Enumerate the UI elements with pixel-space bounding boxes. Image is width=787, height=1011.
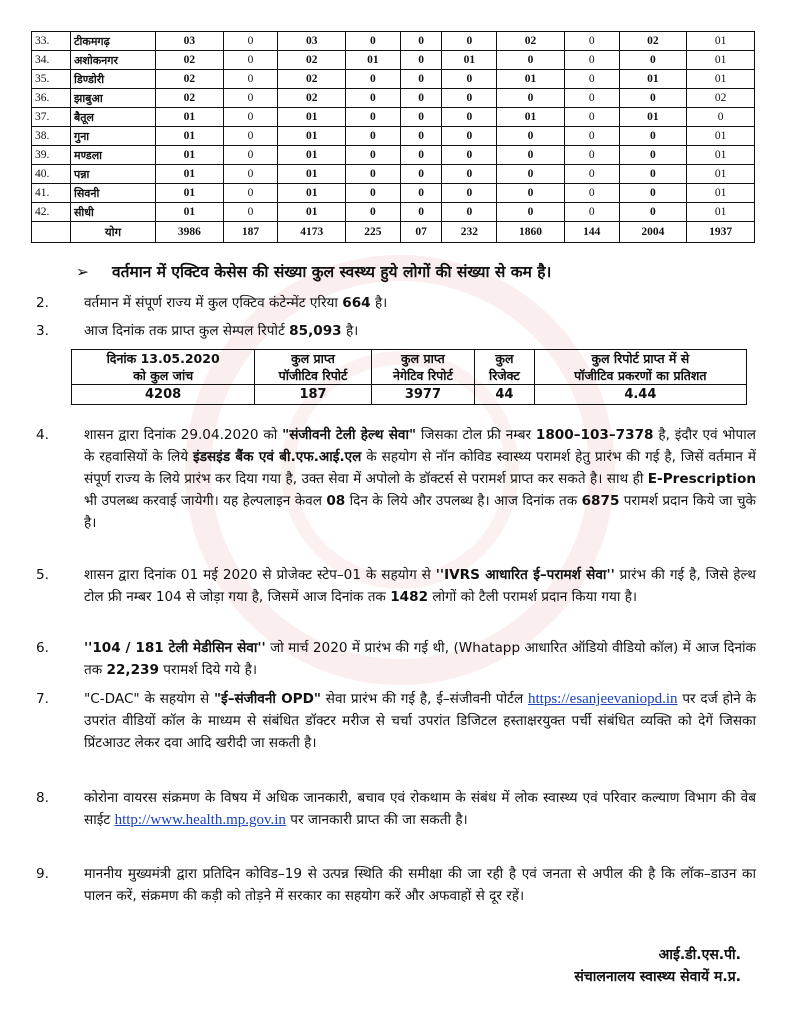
text-part: शासन द्वारा दिनांक 29.04.2020 को [84,427,283,443]
positive-percent-value: 4.44 [534,385,746,405]
cell-value: 0 [223,32,278,51]
cell-value: 0 [619,127,687,146]
empty-cell [32,222,71,243]
item-9 [36,863,756,907]
cell-value: 0 [442,127,497,146]
cell-value: 0 [400,32,442,51]
cell-value: 01 [156,184,224,203]
item-number: 6. [36,640,49,656]
cell-value: 0 [564,70,619,89]
rejected-value: 44 [475,385,535,405]
cell-value: 0 [564,203,619,222]
service-name: "ई–संजीवनी OPD" [213,691,321,707]
test-header-cell [72,350,255,385]
cell-value: 0 [442,146,497,165]
text-part: परामर्श दिये गये है। [158,662,257,678]
total-label: योग [71,222,156,243]
cell-value: 0 [619,146,687,165]
cell-value: 0 [400,203,442,222]
district-row [32,108,755,127]
test-header-cell [534,350,746,385]
cell-value: 0 [346,32,401,51]
total-row [32,222,755,243]
district-name: मण्डला [71,146,156,165]
total-value: 2004 [619,222,687,243]
signature-line-1: आई.डी.एस.पी. [658,947,741,963]
signature-line-2: संचालनालय स्वास्थ्य सेवायें म.प्र. [574,969,741,985]
text-part: पर दर्ज होने के उपरांत वीडियों कॉल के माध्यम से संबंधित डॉक्टर मरीज से चर्चा उपरांत डिजिटल हस्ताक्षरयुक्त पर्ची संबंधित व्यक्ति को देगें जिसका प्रिंटआउट लेकर दवा आदि खरीदी जा सकती है। [84,691,757,751]
cell-value: 01 [497,70,565,89]
header-line: पॉजीटिव प्रकरणों का प्रतिशत [574,368,707,383]
total-value: 144 [564,222,619,243]
test-header-cell [475,350,535,385]
cell-value: 0 [346,70,401,89]
header-line: कुल प्राप्त [401,351,445,366]
item-number: 8. [36,790,49,806]
cell-value: 03 [278,32,346,51]
item-7 [36,688,756,754]
district-name: बैतूल [71,108,156,127]
cell-value: 0 [346,108,401,127]
cell-value: 0 [442,184,497,203]
cell-value: 01 [687,203,755,222]
consultation-count: 6875 [581,493,620,509]
text-part: भी उपलब्ध करवाई जायेगी। यह हेल्पलाइन केवल [84,493,327,509]
item-2 [36,292,756,314]
item-number: 3. [36,323,49,339]
cell-value: 0 [400,70,442,89]
service-name: ''104 / 181 टेली मेडीसिन सेवा'' [84,640,266,656]
cell-value: 0 [223,146,278,165]
text-part: है, इंदौर एवं भोपाल के रहवासियों के लिये [84,427,756,465]
cell-value: 01 [278,127,346,146]
cell-value: 0 [223,51,278,70]
cell-value: 02 [278,70,346,89]
header-line: कुल [495,351,514,366]
total-value: 4173 [278,222,346,243]
row-number: 35. [32,70,71,89]
header-line: कुल प्राप्त [291,351,335,366]
row-number: 41. [32,184,71,203]
district-table-body [32,32,755,243]
cell-value: 0 [619,165,687,184]
cell-value: 0 [346,184,401,203]
text-part: शासन द्वारा दिनांक 01 मई 2020 से प्रोजेक्ट स्टेप–01 के सहयोग से [84,567,436,583]
district-name: पन्ना [71,165,156,184]
item-text [84,424,756,534]
cell-value: 0 [400,127,442,146]
cell-value: 0 [497,203,565,222]
item-8 [36,787,756,831]
text-part: प्रारंभ की गई है, जिसे हेल्थ टोल फ्री नम्बर 104 से जोड़ा गया है, जिसमें आज दिनांक तक [84,567,756,605]
total-value: 1860 [497,222,565,243]
cell-value: 0 [564,32,619,51]
cell-value: 01 [278,146,346,165]
cell-value: 0 [400,89,442,108]
cell-value: 0 [400,165,442,184]
item-number: 2. [36,295,49,311]
district-row [32,184,755,203]
district-row [32,32,755,51]
cell-value: 0 [346,203,401,222]
total-value: 187 [223,222,278,243]
negative-value: 3977 [371,385,474,405]
item-5 [36,564,756,608]
cell-value: 0 [619,89,687,108]
cell-value: 01 [278,108,346,127]
cell-value: 01 [497,108,565,127]
district-name: अशोकनगर [71,51,156,70]
item-3 [36,320,756,342]
district-row [32,165,755,184]
cell-value: 01 [687,51,755,70]
cell-value: 02 [278,51,346,70]
header-line: पॉजीटिव रिपोर्ट [278,368,348,383]
total-value: 232 [442,222,497,243]
cell-value: 01 [687,146,755,165]
test-table-value-row [72,385,747,405]
cell-value: 02 [156,89,224,108]
cell-value: 0 [497,184,565,203]
cell-value: 01 [619,108,687,127]
text-part: है। [370,295,388,311]
item-number: 5. [36,567,49,583]
item-text [84,688,756,754]
e-prescription: E-Prescription [647,471,756,487]
cell-value: 0 [223,70,278,89]
district-table [31,31,755,243]
row-number: 38. [32,127,71,146]
test-header-cell [255,350,372,385]
district-name: गुना [71,127,156,146]
sample-report-count: 85,093 [289,323,342,339]
note-text: वर्तमान में एक्टिव केसेस की संख्या कुल स्वस्थ्य हुये लोगों की संख्या से कम है। [112,263,552,281]
cell-value: 0 [619,184,687,203]
service-name: "संजीवनी टेली हेल्थ सेवा" [282,427,417,443]
district-name: डिण्डोरी [71,70,156,89]
row-number: 40. [32,165,71,184]
cell-value: 0 [346,127,401,146]
partner-names: इंडसइंड बैंक एवं बी.एफ.आई.एल [193,449,362,465]
cell-value: 01 [442,51,497,70]
cell-value: 0 [497,51,565,70]
item-text [84,292,756,314]
cell-value: 0 [400,51,442,70]
text-part: वर्तमान में संपूर्ण राज्य में कुल एक्टिव कंटेन्मेंट एरिया [84,295,343,311]
cell-value: 01 [687,70,755,89]
row-number: 42. [32,203,71,222]
cell-value: 01 [346,51,401,70]
cell-value: 0 [442,70,497,89]
header-line: रिजेक्ट [489,368,520,383]
total-value: 3986 [156,222,224,243]
district-name: सीधी [71,203,156,222]
cell-value: 0 [223,89,278,108]
cell-value: 0 [619,203,687,222]
total-value: 1937 [687,222,755,243]
cell-value: 0 [400,146,442,165]
header-line: कुल रिपोर्ट प्राप्त में से [591,351,690,366]
cell-value: 02 [156,70,224,89]
text-part: लोगों को टैली परामर्श प्रदान किया गया है। [428,589,638,605]
item-number: 9. [36,866,49,882]
cell-value: 0 [223,127,278,146]
district-name: झाबुआ [71,89,156,108]
cell-value: 0 [442,89,497,108]
cell-value: 0 [442,32,497,51]
cell-value: 01 [156,165,224,184]
cell-value: 01 [156,108,224,127]
item-text [84,564,756,608]
cell-value: 0 [346,89,401,108]
cell-value: 02 [619,32,687,51]
text-part: आज दिनांक तक प्राप्त कुल सेम्पल रिपोर्ट [84,323,290,339]
row-number: 39. [32,146,71,165]
cell-value: 01 [687,127,755,146]
item-6 [36,637,756,681]
item-text [84,320,756,342]
cell-value: 0 [564,184,619,203]
cell-value: 01 [156,127,224,146]
cell-value: 01 [278,165,346,184]
containment-count: 664 [342,295,371,311]
cell-value: 02 [278,89,346,108]
district-row [32,51,755,70]
cell-value: 0 [497,146,565,165]
row-number: 37. [32,108,71,127]
district-row [32,203,755,222]
text-part: पर जानकारी प्राप्त की जा सकती है। [285,812,468,828]
item-4 [36,424,756,534]
text-part: सेवा प्रारंभ की गई है, ई–संजीवनी पोर्टल [321,691,528,707]
cell-value: 0 [564,127,619,146]
cell-value: 01 [278,203,346,222]
item-text [84,637,756,681]
header-line: दिनांक 13.05.2020 [106,351,220,366]
cell-value: 0 [442,165,497,184]
consultation-count: 22,239 [106,662,159,678]
cell-value: 0 [497,89,565,108]
service-name: ''IVRS आधारित ई–परामर्श सेवा'' [435,567,615,583]
text-part: परामर्श प्रदान किये जा चुके है। [84,493,756,531]
row-number: 34. [32,51,71,70]
item-text: माननीय मुख्यमंत्री द्वारा प्रतिदिन कोविड–19 से उत्पन्न स्थिति की समीक्षा की जा रही है एवं जनता से अपील की है कि लॉक–डाउन का पालन करें, संक्रमण की कड़ी को तोड़ने में सरकार का सहयोग करें और अफवाहों से दूर रहें। [84,866,756,904]
text-part: जिसका टोल फ्री नम्बर [416,427,536,443]
district-row [32,146,755,165]
cell-value: 02 [687,89,755,108]
cell-value: 01 [156,203,224,222]
cell-value: 0 [223,108,278,127]
district-row [32,89,755,108]
total-value: 225 [346,222,401,243]
cell-value: 0 [564,89,619,108]
active-cases-note [76,260,766,282]
cell-value: 01 [156,146,224,165]
item-number: 4. [36,427,49,443]
positive-value: 187 [255,385,372,405]
cell-value: 0 [564,108,619,127]
health-mp-link[interactable]: http://www.health.mp.gov.in [114,812,286,828]
cell-value: 0 [619,51,687,70]
consultation-count: 1482 [390,589,429,605]
cell-value: 0 [346,146,401,165]
test-summary-table [71,349,747,405]
district-row [32,70,755,89]
total-value: 07 [400,222,442,243]
cell-value: 0 [564,165,619,184]
cell-value: 01 [619,70,687,89]
cell-value: 01 [278,184,346,203]
cell-value: 0 [346,165,401,184]
text-part: के सहयोग से नॉन कोविड स्वास्थ्य परामर्श हेतु प्रारंभ की गई है, जिसें वर्तमान में संपूर्ण राज्य के लिये प्रारंभ कर दिया गया है, उक्त सेवा में अपोलो के डॉक्टर्स से परामर्श प्राप्त कर सकते है। साथ ही [84,449,756,487]
test-table-header-row [72,350,747,385]
item-number: 7. [36,691,49,707]
text-part: है। [341,323,359,339]
cell-value: 02 [156,51,224,70]
cell-value: 0 [564,51,619,70]
days-count: 08 [326,493,346,509]
cell-value: 0 [400,184,442,203]
cell-value: 0 [442,203,497,222]
test-header-cell [371,350,474,385]
cell-value: 02 [497,32,565,51]
header-line: को कुल जांच [133,368,194,383]
cell-value: 0 [223,165,278,184]
esanjeevani-link[interactable]: https://esanjeevaniopd.in [527,691,678,707]
header-line: नेगेटिव रिपोर्ट [393,368,453,383]
row-number: 36. [32,89,71,108]
item-text [84,787,756,831]
arrow-bullet-icon: ➢ [76,263,89,281]
cell-value: 03 [156,32,224,51]
district-row [32,127,755,146]
text-part: कोरोना वायरस संक्रमण के विषय में अधिक जानकारी, बचाव एवं रोकथाम के संबंध में लोक स्वास्थ्य एवं परिवार कल्याण विभाग की वेब साईट [84,790,756,828]
cell-value: 0 [400,108,442,127]
cell-value: 0 [442,108,497,127]
total-tests-value: 4208 [72,385,255,405]
cell-value: 0 [223,203,278,222]
row-number: 33. [32,32,71,51]
text-part: जो मार्च 2020 में प्रारंभ की गई थी, (Whatapp आधारित ऑडियो वीडियो कॉल) में आज दिनांक तक [84,640,756,678]
cell-value: 0 [497,127,565,146]
district-name: सिवनी [71,184,156,203]
cell-value: 0 [497,165,565,184]
toll-free-number: 1800–103–7378 [535,427,654,443]
text-part: दिन के लिये और उपलब्ध है। आज दिनांक तक [345,493,582,509]
cell-value: 0 [687,108,755,127]
cell-value: 0 [223,184,278,203]
cell-value: 01 [687,32,755,51]
cell-value: 0 [564,146,619,165]
text-part: "C-DAC" के सहयोग से [84,691,214,707]
district-name: टीकमगढ़ [71,32,156,51]
cell-value: 01 [687,165,755,184]
cell-value: 01 [687,184,755,203]
